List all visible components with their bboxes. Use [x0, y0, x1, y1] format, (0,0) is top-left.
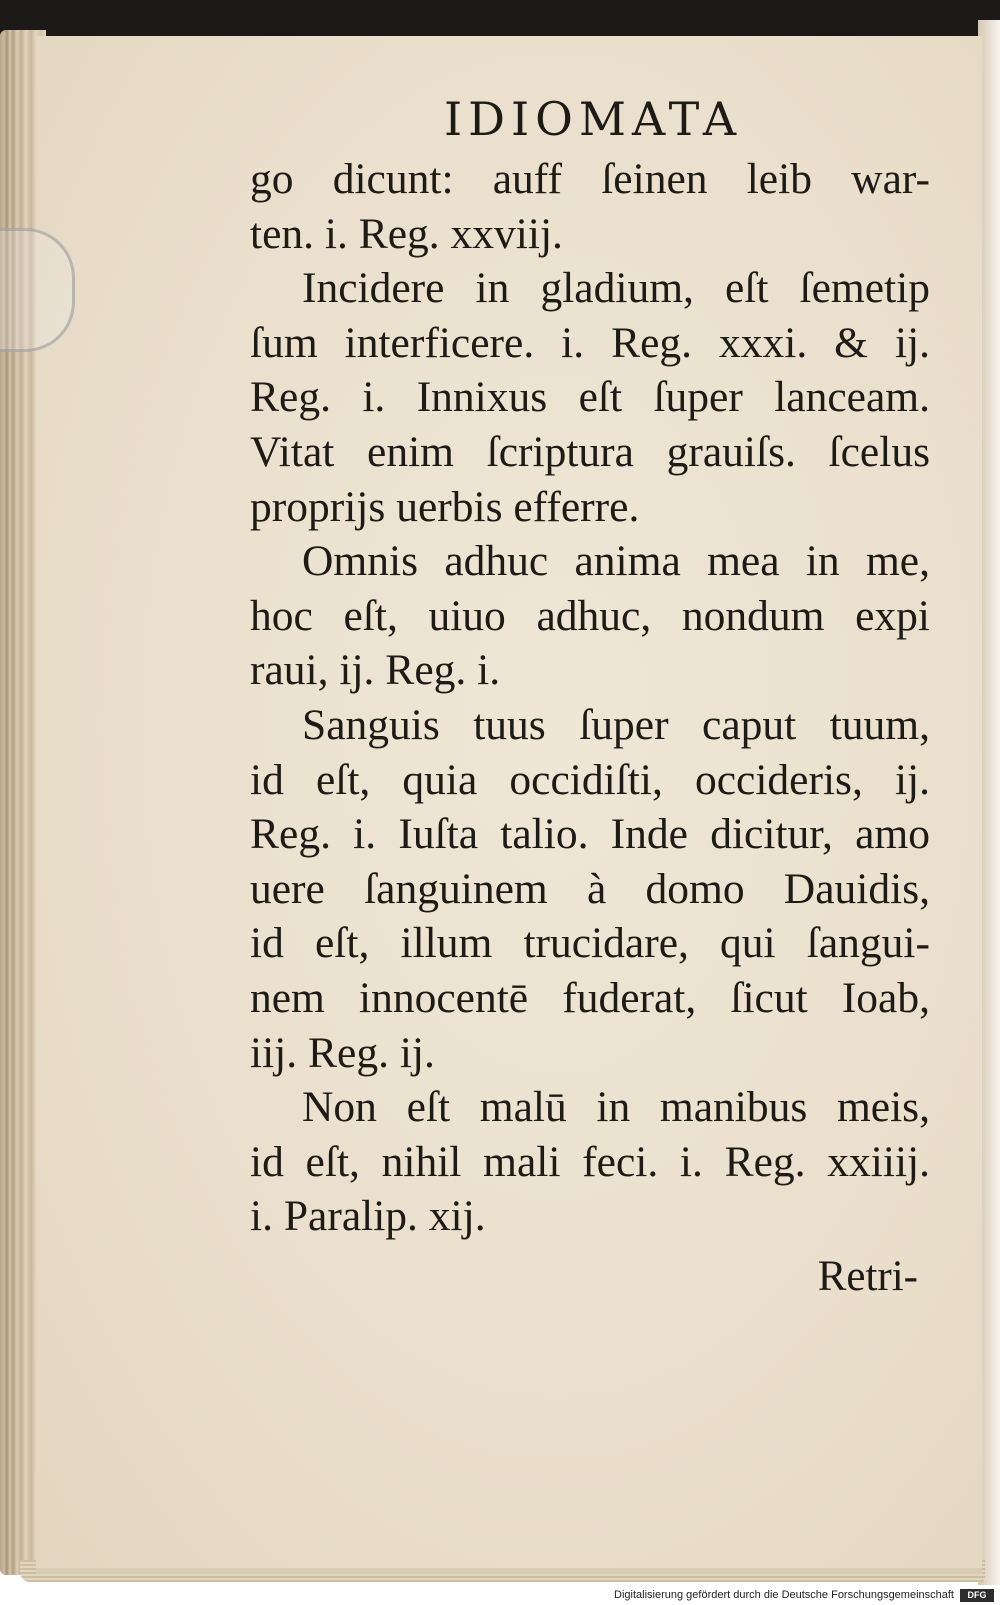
text-line: proprijs uerbis efferre. [250, 482, 640, 531]
page-text [250, 88, 930, 1301]
text-line: iij. Reg. ij. [250, 1028, 435, 1077]
text-line: nem innocentē fuderat, ſicut Ioab, [250, 973, 930, 1022]
catchword: Retri- [817, 1252, 918, 1300]
text-line: Non eſt malū in manibus meis, [302, 1083, 930, 1132]
text-line: raui, ij. Reg. i. [250, 646, 501, 695]
dfg-logo: DFG [960, 1589, 994, 1602]
text-line: Incidere in gladium, eſt ſemetip [302, 264, 930, 313]
text-line: go dicunt: auff ſeinen leib war- [250, 155, 930, 203]
running-head: IDIOMATA [443, 92, 743, 146]
text-line: Reg. i. Innixus eſt ſuper lanceam. [250, 373, 930, 422]
digitization-credit: Digitalisierung gefördert durch die Deutsche Forschungsgemeinschaft [0, 1586, 1000, 1605]
body-text [250, 152, 930, 1244]
text-line: Vitat enim ſcriptura grauiſs. ſcelus [250, 427, 930, 476]
page-clip [0, 228, 75, 352]
text-line: Omnis adhuc anima mea in me, [302, 537, 930, 586]
text-line: id eſt, quia occidiſti, occideris, ij. [250, 755, 930, 804]
text-line: id eſt, nihil mali feci. i. Reg. xxiiij. [250, 1137, 930, 1186]
text-line: hoc eſt, uiuo adhuc, nondum expi [250, 591, 930, 640]
text-line: Reg. i. Iuſta talio. Inde dicitur, amo [250, 810, 930, 859]
text-line: Sanguis tuus ſuper caput tuum, [302, 700, 930, 749]
text-line: id eſt, illum trucidare, qui ſangui- [250, 919, 930, 968]
text-line: i. Paralip. xij. [250, 1192, 486, 1241]
text-line: uere ſanguinem à domo Dauidis, [250, 864, 930, 913]
scan-background-top [0, 0, 1000, 36]
text-line: ſum interficere. i. Reg. xxxi. & ij. [250, 318, 930, 367]
text-line: ten. i. Reg. xxviij. [250, 209, 563, 258]
